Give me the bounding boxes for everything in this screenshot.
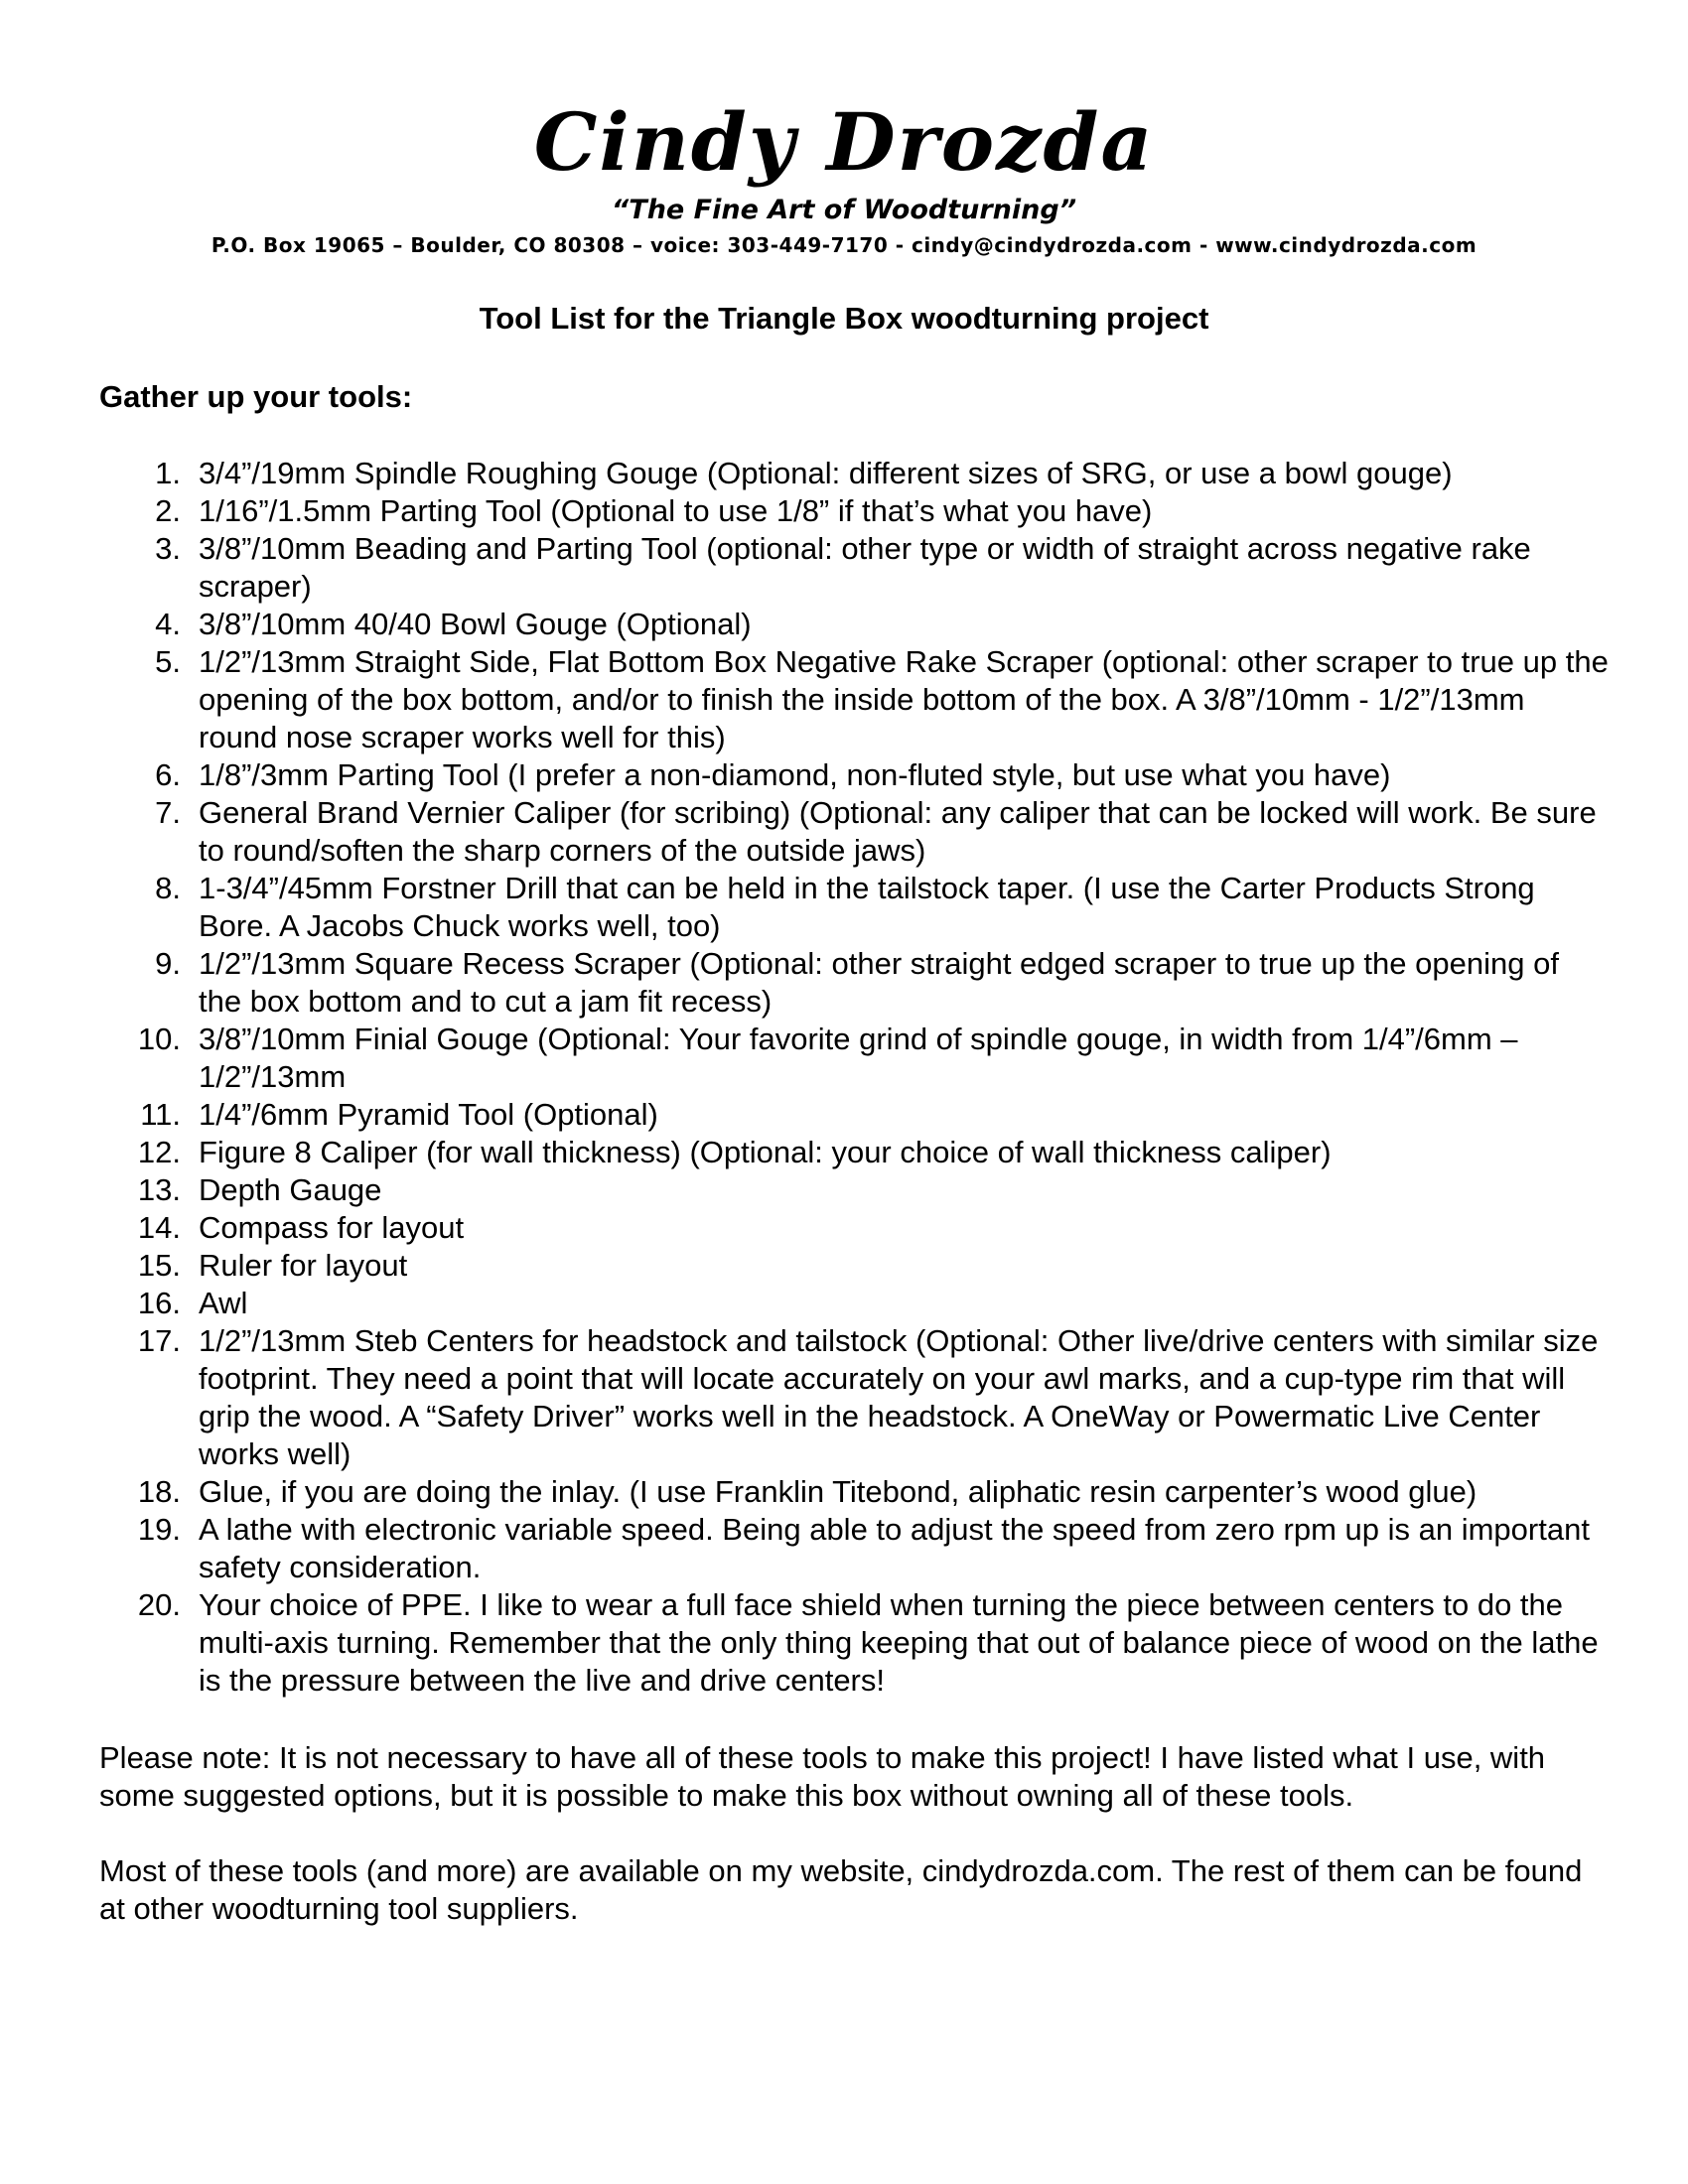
list-item-text: A lathe with electronic variable speed. Being able to adjust the speed from zero rpm up is an important safety consideration. — [199, 1512, 1590, 1584]
list-item-text: Compass for layout — [199, 1210, 465, 1245]
list-item-number: 15. — [137, 1248, 181, 1283]
tool-list — [99, 455, 1609, 1700]
list-item-number: 18. — [137, 1474, 181, 1509]
list-item-number: 20. — [137, 1587, 181, 1622]
list-item-text: Your choice of PPE. I like to wear a full face shield when turning the piece between centers to do the multi-axis turning. Remember that the only thing keeping that out of balance piece of wood on the lathe is the pressure between the live and drive centers! — [199, 1587, 1599, 1698]
list-item-number: 7. — [155, 795, 181, 830]
list-item — [99, 1209, 1609, 1247]
list-item-number: 4. — [155, 607, 181, 641]
list-item-text: 1-3/4”/45mm Forstner Drill that can be held in the tailstock taper. (I use the Carter Products Strong Bore. A Jacobs Chuck works well, too) — [199, 871, 1535, 943]
tagline: “The Fine Art of Woodturning” — [611, 195, 1077, 225]
list-item — [99, 643, 1609, 756]
section-heading: Gather up your tools: — [99, 379, 413, 414]
list-item-number: 5. — [155, 644, 181, 679]
list-item — [99, 794, 1609, 870]
list-item-text: 1/16”/1.5mm Parting Tool (Optional to use 1/8” if that’s what you have) — [199, 493, 1153, 528]
list-item-text: 1/2”/13mm Steb Centers for headstock and tailstock (Optional: Other live/drive centers with similar size footprint. They need a point that will locate accurately on your awl marks, and a cup-type rim that will grip the wood. A “Safety Driver” works well in the headstock. A OneWay or Powermatic Live Center works well) — [199, 1323, 1599, 1471]
contact-line: P.O. Box 19065 – Boulder, CO 80308 – voice: 303-449-7170 - cindy@cindydrozda.com - www.cindydrozda.com — [211, 233, 1477, 257]
document-title: Tool List for the Triangle Box woodturning project — [479, 301, 1209, 336]
list-item-number: 12. — [137, 1135, 181, 1169]
list-item — [99, 1134, 1609, 1171]
list-item-number: 1. — [155, 456, 181, 490]
list-item — [99, 606, 1609, 643]
list-item-text: 3/8”/10mm 40/40 Bowl Gouge (Optional) — [199, 607, 752, 641]
list-item-text: 3/8”/10mm Beading and Parting Tool (optional: other type or width of straight across negative rake scraper) — [199, 531, 1531, 604]
list-item — [99, 1285, 1609, 1322]
list-item-text: 3/4”/19mm Spindle Roughing Gouge (Optional: different sizes of SRG, or use a bowl gouge) — [199, 456, 1453, 490]
list-item — [99, 756, 1609, 794]
list-item-text: General Brand Vernier Caliper (for scribing) (Optional: any caliper that can be locked will work. Be sure to round/soften the sharp corners of the outside jaws) — [199, 795, 1597, 868]
list-item-text: 1/2”/13mm Straight Side, Flat Bottom Box Negative Rake Scraper (optional: other scraper to true up the opening of the box bottom, and/or to finish the inside bottom of the box. A 3/8”/10mm - 1/2”/13mm round nose scraper works well for this) — [199, 644, 1609, 754]
list-item-number: 10. — [137, 1022, 181, 1056]
list-item-text: 1/4”/6mm Pyramid Tool (Optional) — [199, 1097, 658, 1132]
list-item-number: 19. — [137, 1512, 181, 1547]
list-item-text: Figure 8 Caliper (for wall thickness) (Optional: your choice of wall thickness caliper) — [199, 1135, 1332, 1169]
list-item-number: 11. — [140, 1097, 181, 1132]
list-item-number: 6. — [155, 757, 181, 792]
list-item — [99, 945, 1609, 1021]
list-item-text: Depth Gauge — [199, 1172, 382, 1207]
list-item-number: 16. — [137, 1286, 181, 1320]
list-item — [99, 530, 1609, 606]
letterhead — [0, 94, 1688, 259]
list-item-text: 1/8”/3mm Parting Tool (I prefer a non-diamond, non-fluted style, but use what you have) — [199, 757, 1391, 792]
list-item-number: 3. — [155, 531, 181, 566]
list-item-text: Awl — [199, 1286, 248, 1320]
list-item-number: 17. — [137, 1323, 181, 1358]
list-item-number: 2. — [155, 493, 181, 528]
list-item — [99, 1021, 1609, 1096]
list-item-number: 13. — [137, 1172, 181, 1207]
list-item-text: Glue, if you are doing the inlay. (I use Franklin Titebond, aliphatic resin carpenter’s wood glue) — [199, 1474, 1477, 1509]
list-item — [99, 1171, 1609, 1209]
list-item-number: 14. — [137, 1210, 181, 1245]
list-item-text: 3/8”/10mm Finial Gouge (Optional: Your favorite grind of spindle gouge, in width from 1/4”/6mm – 1/2”/13mm — [199, 1022, 1518, 1094]
list-item-text: 1/2”/13mm Square Recess Scraper (Optional: other straight edged scraper to true up the opening of the box bottom and to cut a jam fit recess) — [199, 946, 1559, 1019]
note-paragraph: Most of these tools (and more) are available on my website, cindydrozda.com. The rest of them can be found at other woodturning tool suppliers. — [99, 1853, 1583, 1926]
list-item — [99, 1473, 1609, 1511]
list-item — [99, 1586, 1609, 1700]
list-item — [99, 492, 1609, 530]
notes — [99, 1739, 1609, 1966]
list-item — [99, 455, 1609, 492]
list-item-number: 9. — [155, 946, 181, 981]
list-item — [99, 1322, 1609, 1473]
list-item — [99, 1511, 1609, 1586]
list-item — [99, 1247, 1609, 1285]
list-item — [99, 1096, 1609, 1134]
list-item-number: 8. — [155, 871, 181, 905]
note-paragraph: Please note: It is not necessary to have all of these tools to make this project! I have listed what I use, with some suggested options, but it is possible to make this box without owning all of these tools. — [99, 1740, 1546, 1813]
list-item-text: Ruler for layout — [199, 1248, 408, 1283]
brand-name: Cindy Drozda — [533, 95, 1155, 189]
list-item — [99, 870, 1609, 945]
